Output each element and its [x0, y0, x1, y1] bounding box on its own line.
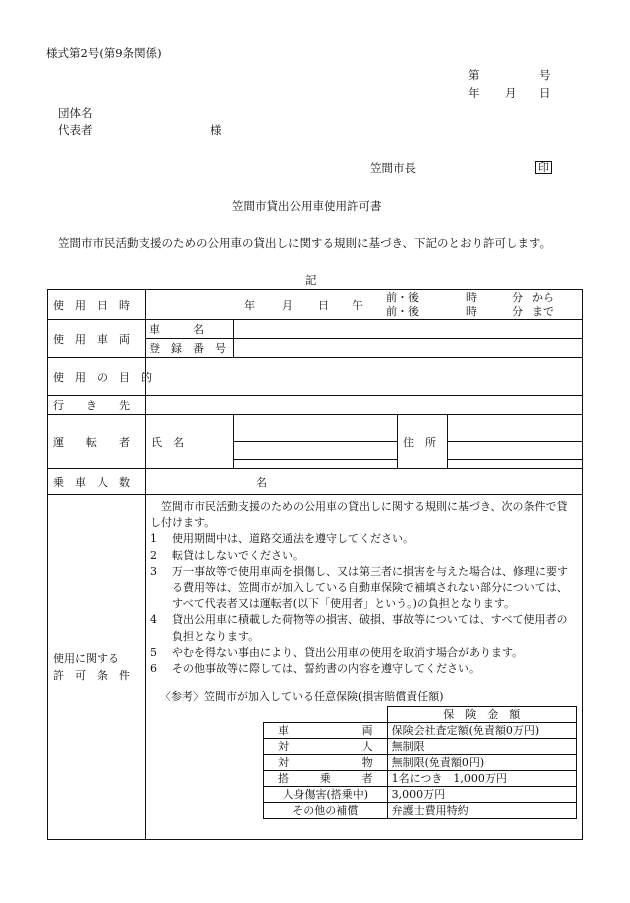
purpose-label: 使 用 の 目 的	[48, 358, 146, 396]
insurance-header-amount: 保 険 金 額	[387, 707, 576, 723]
insurance-row	[264, 771, 577, 787]
condition-text: その他事故等に際しては、誓約書の内容を遵守してください。	[172, 662, 480, 676]
conditions-row	[48, 495, 583, 840]
passengers-unit: 名	[256, 475, 267, 489]
driver-row	[48, 415, 583, 469]
driver-name-field[interactable]	[234, 415, 398, 469]
destination-field[interactable]	[146, 396, 583, 415]
ampm-from: 前・後	[386, 291, 419, 304]
conditions-label-line1: 使用に関する	[53, 652, 119, 665]
condition-number: 1	[150, 532, 157, 546]
vehicle-name-field[interactable]	[234, 320, 583, 339]
conditions-body	[146, 495, 583, 840]
passengers-row	[48, 469, 583, 495]
usage-datetime-label: 使 用 日 時	[48, 290, 146, 320]
date-year: 年	[468, 86, 480, 100]
reg-number-field[interactable]	[234, 339, 583, 358]
permit-table	[47, 289, 583, 840]
insurance-amount: 3,000万円	[387, 787, 576, 803]
condition-text: やむを得ない事由により、貸出公用車の使用を取消す場合があります。	[172, 645, 524, 659]
vehicle-name-row	[48, 320, 583, 339]
time-from-suffix: から	[532, 291, 554, 304]
insurance-row	[264, 739, 577, 755]
driver-label: 運 転 者	[48, 415, 146, 469]
date-unit-day: 日	[318, 299, 329, 312]
condition-item	[150, 564, 577, 613]
ampm-to: 前・後	[386, 305, 419, 318]
condition-item	[150, 661, 577, 677]
condition-item	[150, 548, 577, 564]
driver-address-field[interactable]	[448, 415, 583, 469]
insurance-item: 対人	[264, 739, 388, 755]
document-title: 笠間市貸出公用車使用許可書	[232, 199, 382, 213]
reference-title: 〈参考〉笠間市が加入している任意保険(損害賠償責任額)	[160, 690, 444, 704]
condition-number: 4	[150, 613, 157, 627]
condition-text: 万一事故等で使用車両を損傷し、又は第三者に損害を与えた場合は、修理に要する費用等は、笠間市が加入している自動車保険で補填されない部分については、すべて代表者又は運転者(以下「使用者」という。)の負担となります。	[172, 564, 568, 611]
time-from-minute: 分	[512, 291, 523, 304]
date-unit-noon: 午	[352, 299, 363, 312]
insurance-amount: 弁護士費用特約	[387, 803, 576, 819]
insurance-header-row	[264, 707, 577, 723]
insurance-row	[264, 723, 577, 739]
insurance-header-blank	[264, 707, 388, 723]
driver-name-label: 氏 名	[146, 415, 234, 469]
insurance-item: 搭乗者	[264, 771, 388, 787]
condition-item	[150, 531, 577, 547]
insurance-item: 対物	[264, 755, 388, 771]
time-from-hour: 時	[466, 291, 477, 304]
representative-honorific: 様	[210, 123, 222, 137]
condition-number: 6	[150, 662, 157, 676]
condition-text: 使用期間中は、道路交通法を遵守してください。	[172, 532, 414, 546]
insurance-table	[263, 706, 577, 819]
usage-datetime-field[interactable]	[146, 290, 583, 320]
passengers-label: 乗 車 人 数	[48, 469, 146, 495]
usage-datetime-row	[48, 290, 583, 320]
issuer-name: 笠間市長	[370, 161, 416, 175]
insurance-amount: 保険会社査定額(免責額0万円)	[387, 723, 576, 739]
form-number: 様式第2号(第9条関係)	[46, 46, 162, 60]
purpose-field[interactable]	[146, 358, 583, 396]
destination-row	[48, 396, 583, 415]
insurance-item: その他の補償	[264, 803, 388, 819]
driver-address-label: 住 所	[398, 415, 448, 469]
date-month: 月	[505, 86, 517, 100]
time-to-suffix: まで	[532, 305, 554, 318]
org-name-label: 団体名	[58, 106, 93, 120]
intro-text: 笠間市市民活動支援のための公用車の貸出しに関する規則に基づき、下記のとおり許可します。	[58, 236, 552, 250]
purpose-row	[48, 358, 583, 396]
date-day: 日	[539, 86, 551, 100]
condition-number: 3	[150, 564, 157, 578]
insurance-row	[264, 787, 577, 803]
time-to-hour: 時	[466, 305, 477, 318]
insurance-row	[264, 803, 577, 819]
vehicle-name-label: 車 名	[146, 320, 234, 339]
date-unit-year: 年	[244, 299, 255, 312]
doc-number-prefix: 第	[468, 68, 480, 82]
condition-number: 2	[150, 548, 157, 562]
insurance-amount: 無制限	[387, 739, 576, 755]
seal-mark: 印	[535, 161, 552, 174]
vehicle-label: 使 用 車 両	[48, 320, 146, 358]
reg-number-label: 登 録 番 号	[146, 339, 234, 358]
insurance-item: 車両	[264, 723, 388, 739]
insurance-row	[264, 755, 577, 771]
conditions-label	[48, 495, 146, 840]
insurance-item: 人身傷害(搭乗中)	[264, 787, 388, 803]
time-to-minute: 分	[512, 305, 523, 318]
condition-text: 貸出公用車に積載した荷物等の損害、破損、事故等については、すべて使用者の負担となります。	[172, 613, 568, 643]
condition-item	[150, 612, 577, 644]
passengers-field[interactable]	[146, 469, 583, 495]
ki-mark: 記	[305, 273, 317, 287]
insurance-amount: 無制限(免責額0円)	[387, 755, 576, 771]
condition-item	[150, 645, 577, 661]
representative-label: 代表者	[58, 123, 93, 137]
condition-text: 転貸はしないでください。	[172, 548, 304, 562]
conditions-lead: 笠間市市民活動支援のための公用車の貸出しに関する規則に基づき、次の条件で貸し付けます。	[150, 500, 568, 530]
conditions-label-line2: 許 可 条 件	[53, 669, 130, 682]
insurance-amount: 1名につき 1,000万円	[387, 771, 576, 787]
doc-number-suffix: 号	[539, 68, 551, 82]
destination-label: 行 き 先	[48, 396, 146, 415]
condition-number: 5	[150, 645, 157, 659]
date-unit-month: 月	[282, 299, 293, 312]
